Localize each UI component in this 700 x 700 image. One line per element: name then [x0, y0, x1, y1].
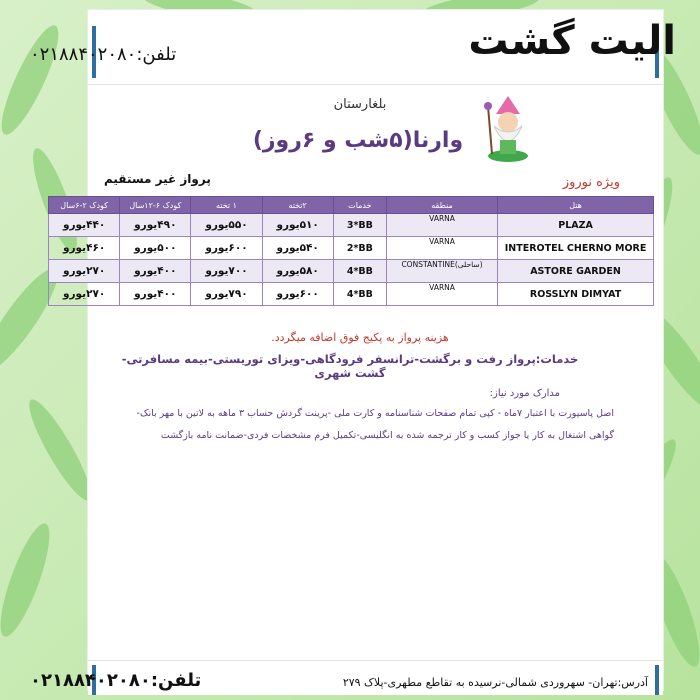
col-hotel: هتل [498, 197, 654, 214]
hotel-name: PLAZA [498, 214, 654, 237]
hotel-name: INTEROTEL CHERNO MORE [498, 237, 654, 260]
tour-title: وارنا(۵شب و ۶روز) [252, 128, 464, 153]
price-child-2-6: ۲۷۰یورو [49, 260, 120, 283]
documents-heading: مدارک مورد نیاز: [489, 388, 560, 399]
hotel-region: VARNA [387, 237, 498, 260]
table-header-row [49, 197, 654, 214]
col-double: ۲تخته [262, 197, 333, 214]
price-child-6-12: ۴۰۰یورو [120, 283, 191, 306]
country-label: بلغارستان [333, 97, 387, 112]
price-double: ۶۰۰یورو [262, 283, 333, 306]
hotel-region: (ساحلی)CONSTANTINE [387, 260, 498, 283]
footer-accent-right [655, 665, 659, 695]
col-child-6-12: کودک ۶-۱۲سال [120, 197, 191, 214]
price-single: ۷۹۰یورو [191, 283, 262, 306]
table-row [49, 260, 654, 283]
price-double: ۵۴۰یورو [262, 237, 333, 260]
price-child-2-6: ۴۶۰یورو [49, 237, 120, 260]
table-row [49, 214, 654, 237]
hotel-name: ASTORE GARDEN [498, 260, 654, 283]
price-child-6-12: ۵۰۰یورو [120, 237, 191, 260]
price-double: ۵۱۰یورو [262, 214, 333, 237]
price-single: ۷۰۰یورو [191, 260, 262, 283]
table-row [49, 283, 654, 306]
footer-address: آدرس:تهران- سهروردی شمالی-نرسیده به تقاطع مطهری-پلاک ۲۷۹ [342, 676, 648, 689]
price-double: ۵۸۰یورو [262, 260, 333, 283]
content-panel [88, 10, 663, 690]
hotel-service: 4*BB [333, 260, 386, 283]
hotel-service: 2*BB [333, 237, 386, 260]
price-child-6-12: ۴۹۰یورو [120, 214, 191, 237]
price-single: ۶۰۰یورو [191, 237, 262, 260]
hotel-name: ROSSLYN DIMYAT [498, 283, 654, 306]
documents-line-2: گواهی اشتغال به کار یا جواز کسب و کار ترجمه شده به انگلیسی-تکمیل فرم مشخصات فردی-ضمانت نامه بازگشت [160, 430, 614, 441]
price-child-2-6: ۴۴۰یورو [49, 214, 120, 237]
services-list: خدمات:پرواز رفت و برگشت-ترانسفر فرودگاهی-ویزای توریستی-بیمه مسافرتی-گشت شهری [121, 352, 579, 380]
nowruz-special-label: ویژه نوروز [562, 175, 620, 190]
price-child-2-6: ۲۷۰یورو [49, 283, 120, 306]
col-service: خدمات [333, 197, 386, 214]
bearded-elder-mascot-icon [478, 94, 538, 164]
table-row [49, 237, 654, 260]
price-child-6-12: ۴۰۰یورو [120, 260, 191, 283]
header-phone: تلفن:۰۲۱۸۸۴۰۲۰۸۰ [30, 44, 177, 65]
footer-phone: تلفن:۰۲۱۸۸۴۰۲۰۸۰ [30, 670, 202, 691]
hotel-service: 4*BB [333, 283, 386, 306]
airfare-note: هزینه پرواز به پکیج فوق اضافه میگردد. [271, 331, 449, 344]
flight-type-label: پرواز غیر مستقیم [104, 172, 211, 186]
price-table [48, 196, 654, 306]
documents-line-1: اصل پاسپورت با اعتبار ۷ماه - کپی تمام صفحات شناسنامه و کارت ملی -پرینت گردش حساب ۳ ماهه به لاتین با مهر بانک- [136, 408, 614, 419]
hotel-region: VARNA [387, 214, 498, 237]
col-single: ۱ تخته [191, 197, 262, 214]
hotel-region: VARNA [387, 283, 498, 306]
col-child-2-6: کودک ۲-۶سال [49, 197, 120, 214]
hotel-service: 3*BB [333, 214, 386, 237]
brand-name: الیت گشت [468, 18, 676, 64]
col-region: منطقه [387, 197, 498, 214]
price-single: ۵۵۰یورو [191, 214, 262, 237]
